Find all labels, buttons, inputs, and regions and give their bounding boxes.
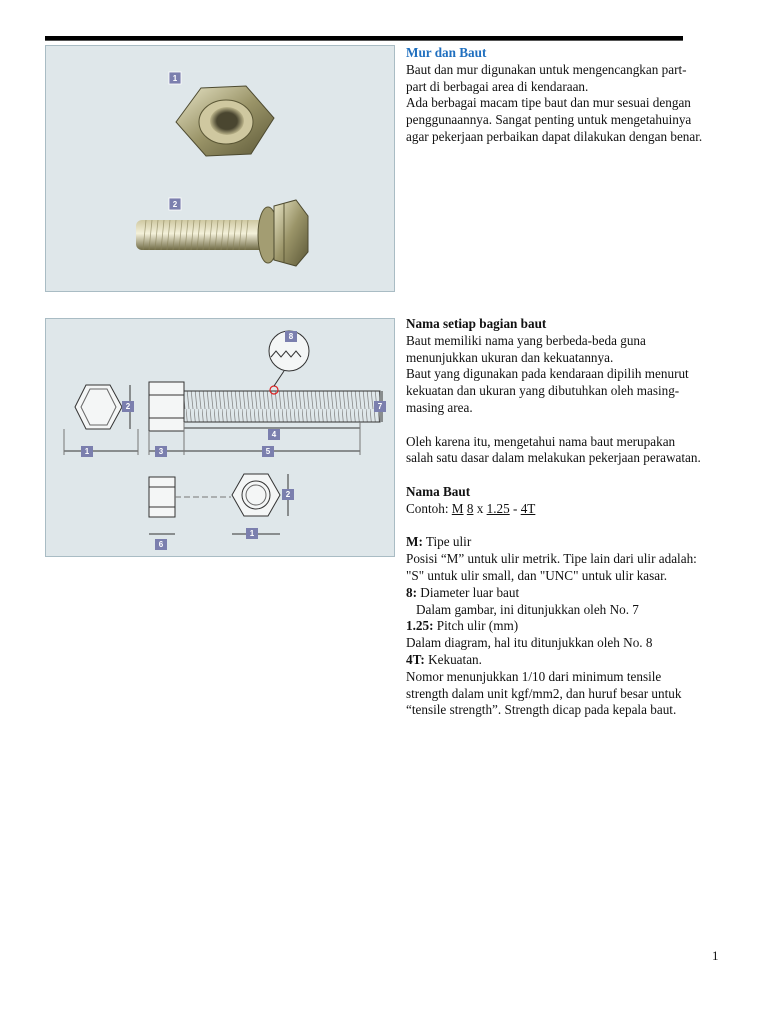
svg-text:8: 8	[288, 332, 294, 341]
paragraph-line: strength dalam unit kgf/mm2, dan huruf besar untuk	[406, 685, 682, 701]
m-definition: M: Tipe ulir	[406, 534, 472, 550]
paragraph-line: Baut memiliki nama yang berbeda-beda guna	[406, 332, 646, 348]
svg-text:1: 1	[172, 74, 178, 83]
paragraph-line: Oleh karena itu, mengetahui nama baut merupakan	[406, 433, 676, 449]
diagram-badge-8	[285, 331, 297, 342]
paragraph-line: Posisi “M” untuk ulir metrik. Tipe lain dari ulir adalah:	[406, 551, 697, 567]
paragraph-line: Baut dan mur digunakan untuk mengencangkan part-	[406, 61, 687, 77]
paragraph-line: agar pekerjaan perbaikan dapat dilakukan dengan benar.	[406, 128, 703, 144]
page-number: 1	[712, 948, 719, 963]
diagram-badge-6	[155, 539, 167, 550]
paragraph-line: Ada berbagai macam tipe baut dan mur sesuai dengan	[406, 95, 691, 111]
svg-text:2: 2	[172, 200, 178, 209]
paragraph-line: Dalam gambar, ini ditunjukkan oleh No. 7	[416, 601, 639, 617]
intro-section	[406, 45, 736, 146]
svg-text:2: 2	[125, 402, 131, 411]
svg-text:6: 6	[158, 540, 164, 549]
svg-text:1: 1	[84, 447, 90, 456]
diagram-badge-3	[155, 446, 167, 457]
bolt-parts-diagram	[45, 318, 395, 557]
nut-bolt-photo	[45, 45, 395, 292]
diagram-badge-1	[81, 446, 93, 457]
bolt-image	[136, 200, 308, 266]
paragraph-line: “tensile strength”. Strength dicap pada kepala baut.	[406, 702, 677, 718]
svg-text:2: 2	[285, 490, 291, 499]
paragraph-line: penggunaannya. Sangat penting untuk mengetahuinya	[406, 112, 692, 128]
nama-baut-heading: Nama Baut	[406, 483, 471, 499]
paragraph-line: "S" untuk ulir small, dan "UNC" untuk ulir kasar.	[406, 567, 668, 583]
paragraph-line: Dalam diagram, hal itu ditunjukkan oleh No. 8	[406, 635, 653, 651]
nut-image	[176, 86, 274, 156]
contoh-line: Contoh: M 8 x 1.25 - 4T	[406, 500, 536, 516]
paragraph-line: masing area.	[406, 399, 473, 415]
paragraph-line: salah satu dasar dalam melakukan pekerjaan perawatan.	[406, 450, 701, 466]
paragraph-line: Nomor menunjukkan 1/10 dari minimum tensile	[406, 668, 662, 684]
svg-text:3: 3	[158, 447, 164, 456]
strength-definition: 4T: Kekuatan.	[406, 651, 482, 667]
label-badge-2	[169, 198, 181, 210]
paragraph-line: part di berbagai area di kendaraan.	[406, 78, 589, 94]
top-rule	[45, 36, 683, 40]
svg-text:4: 4	[271, 430, 277, 439]
diagram-badge-4	[268, 429, 280, 440]
svg-text:1: 1	[249, 529, 255, 538]
paragraph-line: kekuatan dan ukuran yang dibutuhkan oleh masing-	[406, 383, 680, 399]
diagram-badge-7	[374, 401, 386, 412]
svg-text:7: 7	[377, 402, 383, 411]
diagram-badge-2b	[282, 489, 294, 500]
diagram-badge-1b	[246, 528, 258, 539]
paragraph-line: menunjukkan ukuran dan kekuatannya.	[406, 349, 614, 365]
diagram-badge-5	[262, 446, 274, 457]
svg-text:5: 5	[265, 447, 271, 456]
pitch-definition: 1.25: Pitch ulir (mm)	[406, 618, 519, 634]
paragraph-line: Baut yang digunakan pada kendaraan dipilih menurut	[406, 366, 689, 382]
eight-definition: 8: Diameter luar baut	[406, 584, 520, 600]
label-badge-1	[169, 72, 181, 84]
diagram-badge-2	[122, 401, 134, 412]
section-title-mur-baut: Mur dan Baut	[406, 45, 487, 60]
section-title-bagian-baut: Nama setiap bagian baut	[406, 316, 547, 331]
bolt-parts-section	[406, 316, 736, 719]
